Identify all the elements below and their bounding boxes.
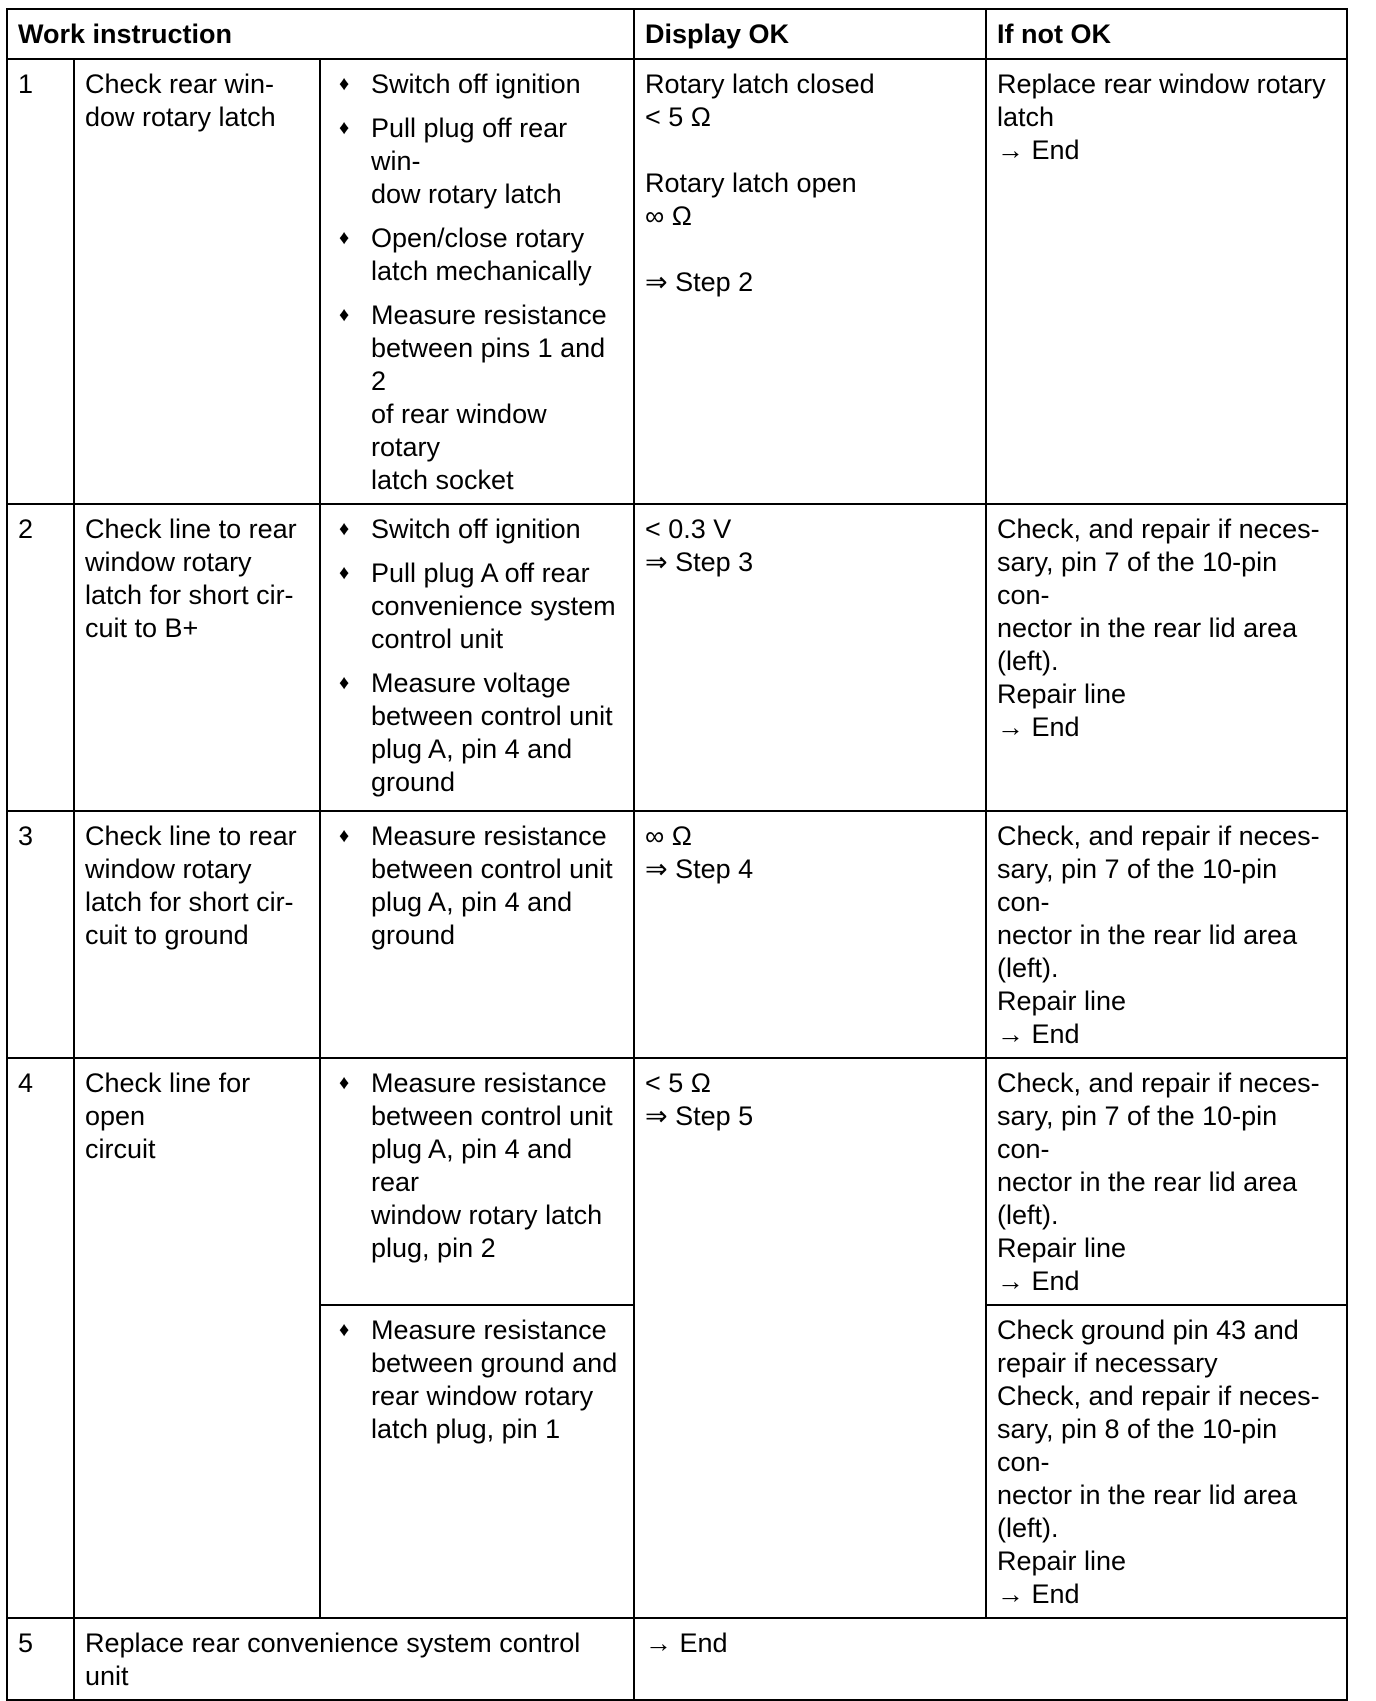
action-text: Switch off ignition	[371, 514, 581, 544]
if-not-ok-cell	[986, 59, 1347, 504]
action-item	[331, 557, 623, 656]
action-text: Open/close rotary latch mechanically	[371, 223, 592, 286]
bullet-icon: ♦	[339, 672, 350, 694]
action-text: Measure resistance between control unit plug A, pin 4 and ground	[371, 821, 613, 950]
display-text: < 0.3 V	[645, 514, 732, 544]
display-ok-cell	[634, 1058, 986, 1618]
remedy-text: Check, and repair if neces- sary, pin 7 of the 10-pin con- nector in the rear lid area (left).	[997, 821, 1320, 983]
display-ok-cell	[634, 811, 986, 1058]
step-number: 5	[7, 1618, 74, 1700]
remedy-text: Check, and repair if neces- sary, pin 8 of the 10-pin con- nector in the rear lid area (left).	[997, 1381, 1320, 1543]
step-title: Replace rear convenience system control unit	[74, 1618, 634, 1700]
action-item	[331, 222, 623, 288]
bullet-icon: ♦	[339, 562, 350, 584]
bullet-icon: ♦	[339, 1319, 350, 1341]
action-text: Measure resistance between control unit plug A, pin 4 and rear window rotary latch plug, pin 2	[371, 1068, 613, 1263]
step-actions	[320, 811, 634, 1058]
bullet-icon: ♦	[339, 1072, 350, 1094]
action-item	[331, 1314, 623, 1446]
action-text: Measure resistance between pins 1 and 2 of rear window rotary latch socket	[371, 300, 607, 495]
bullet-icon: ♦	[339, 117, 350, 139]
action-item	[331, 68, 623, 101]
action-item	[331, 299, 623, 497]
display-ok-cell	[634, 504, 986, 811]
remedy-repair: Repair line	[997, 679, 1127, 709]
remedy-text: Check, and repair if neces- sary, pin 7 of the 10-pin con- nector in the rear lid area (left).	[997, 1068, 1320, 1230]
display-ok-cell	[634, 59, 986, 504]
action-item	[331, 513, 623, 546]
step-number: 1	[7, 59, 74, 504]
remedy-text: Check, and repair if neces- sary, pin 7 of the 10-pin con- nector in the rear lid area (left).	[997, 514, 1320, 676]
display-next-step: ⇒ Step 3	[645, 547, 754, 577]
step-number: 3	[7, 811, 74, 1058]
action-list	[331, 68, 623, 497]
step-title-text: Check rear win- dow rotary latch	[85, 69, 276, 132]
header-row	[7, 9, 1347, 59]
display-ok-cell: → End	[634, 1618, 1347, 1700]
step-actions	[320, 504, 634, 811]
display-next-step: ⇒ Step 4	[645, 854, 754, 884]
step-row-5	[7, 1618, 1347, 1700]
action-text: Pull plug off rear win- dow rotary latch	[371, 113, 568, 209]
remedy-repair: Repair line	[997, 986, 1127, 1016]
remedy-end: → End	[997, 1266, 1080, 1296]
step-title	[74, 1058, 320, 1618]
display-next-step: ⇒ Step 5	[645, 1101, 754, 1131]
action-text: Pull plug A off rear convenience system control unit	[371, 558, 616, 654]
step-title	[74, 811, 320, 1058]
bullet-icon: ♦	[339, 518, 350, 540]
display-text: Rotary latch closed	[645, 69, 875, 99]
bullet-icon: ♦	[339, 304, 350, 326]
bullet-icon: ♦	[339, 825, 350, 847]
display-text: < 5 Ω	[645, 102, 711, 132]
if-not-ok-cell	[986, 811, 1347, 1058]
if-not-ok-cell	[986, 1305, 1347, 1618]
header-display-ok: Display OK	[634, 9, 986, 59]
step-title	[74, 59, 320, 504]
step-title	[74, 504, 320, 811]
action-text: Switch off ignition	[371, 69, 581, 99]
step-number: 2	[7, 504, 74, 811]
display-next-step: ⇒ Step 2	[645, 267, 754, 297]
display-text: ∞ Ω	[645, 201, 692, 231]
action-list	[331, 513, 623, 799]
step-actions	[320, 1305, 634, 1618]
step-number: 4	[7, 1058, 74, 1618]
action-item	[331, 1067, 623, 1265]
display-text: < 5 Ω	[645, 1068, 711, 1098]
header-work-instruction: Work instruction	[7, 9, 634, 59]
remedy-repair: Repair line	[997, 1233, 1127, 1263]
step-title-text: Check line to rear window rotary latch for short cir- cuit to B+	[85, 514, 297, 643]
remedy-text: Check ground pin 43 and repair if necessary	[997, 1315, 1299, 1378]
step-row-3	[7, 811, 1347, 1058]
remedy-end: → End	[997, 1579, 1080, 1609]
action-text: Measure resistance between ground and rear window rotary latch plug, pin 1	[371, 1315, 618, 1444]
step-row-2	[7, 504, 1347, 811]
action-list	[331, 1314, 623, 1446]
header-if-not-ok: If not OK	[986, 9, 1347, 59]
step-row-4a	[7, 1058, 1347, 1305]
work-instruction-table	[6, 8, 1348, 1701]
remedy-end: → End	[997, 712, 1080, 742]
step-row-1	[7, 59, 1347, 504]
step-title-text: Check line for open circuit	[85, 1068, 251, 1164]
remedy-end: → End	[997, 1019, 1080, 1049]
remedy-text: Replace rear window rotary latch	[997, 69, 1326, 132]
bullet-icon: ♦	[339, 73, 350, 95]
step-title-text: Check line to rear window rotary latch for short cir- cuit to ground	[85, 821, 297, 950]
step-actions	[320, 1058, 634, 1305]
action-list	[331, 1067, 623, 1265]
if-not-ok-cell	[986, 504, 1347, 811]
display-text: ∞ Ω	[645, 821, 692, 851]
if-not-ok-cell	[986, 1058, 1347, 1305]
action-item	[331, 820, 623, 952]
step-actions	[320, 59, 634, 504]
action-list	[331, 820, 623, 952]
display-text: Rotary latch open	[645, 168, 857, 198]
remedy-repair: Repair line	[997, 1546, 1127, 1576]
remedy-end: → End	[997, 135, 1080, 165]
action-item	[331, 112, 623, 211]
bullet-icon: ♦	[339, 227, 350, 249]
action-text: Measure voltage between control unit plug A, pin 4 and ground	[371, 668, 613, 797]
action-item	[331, 667, 623, 799]
